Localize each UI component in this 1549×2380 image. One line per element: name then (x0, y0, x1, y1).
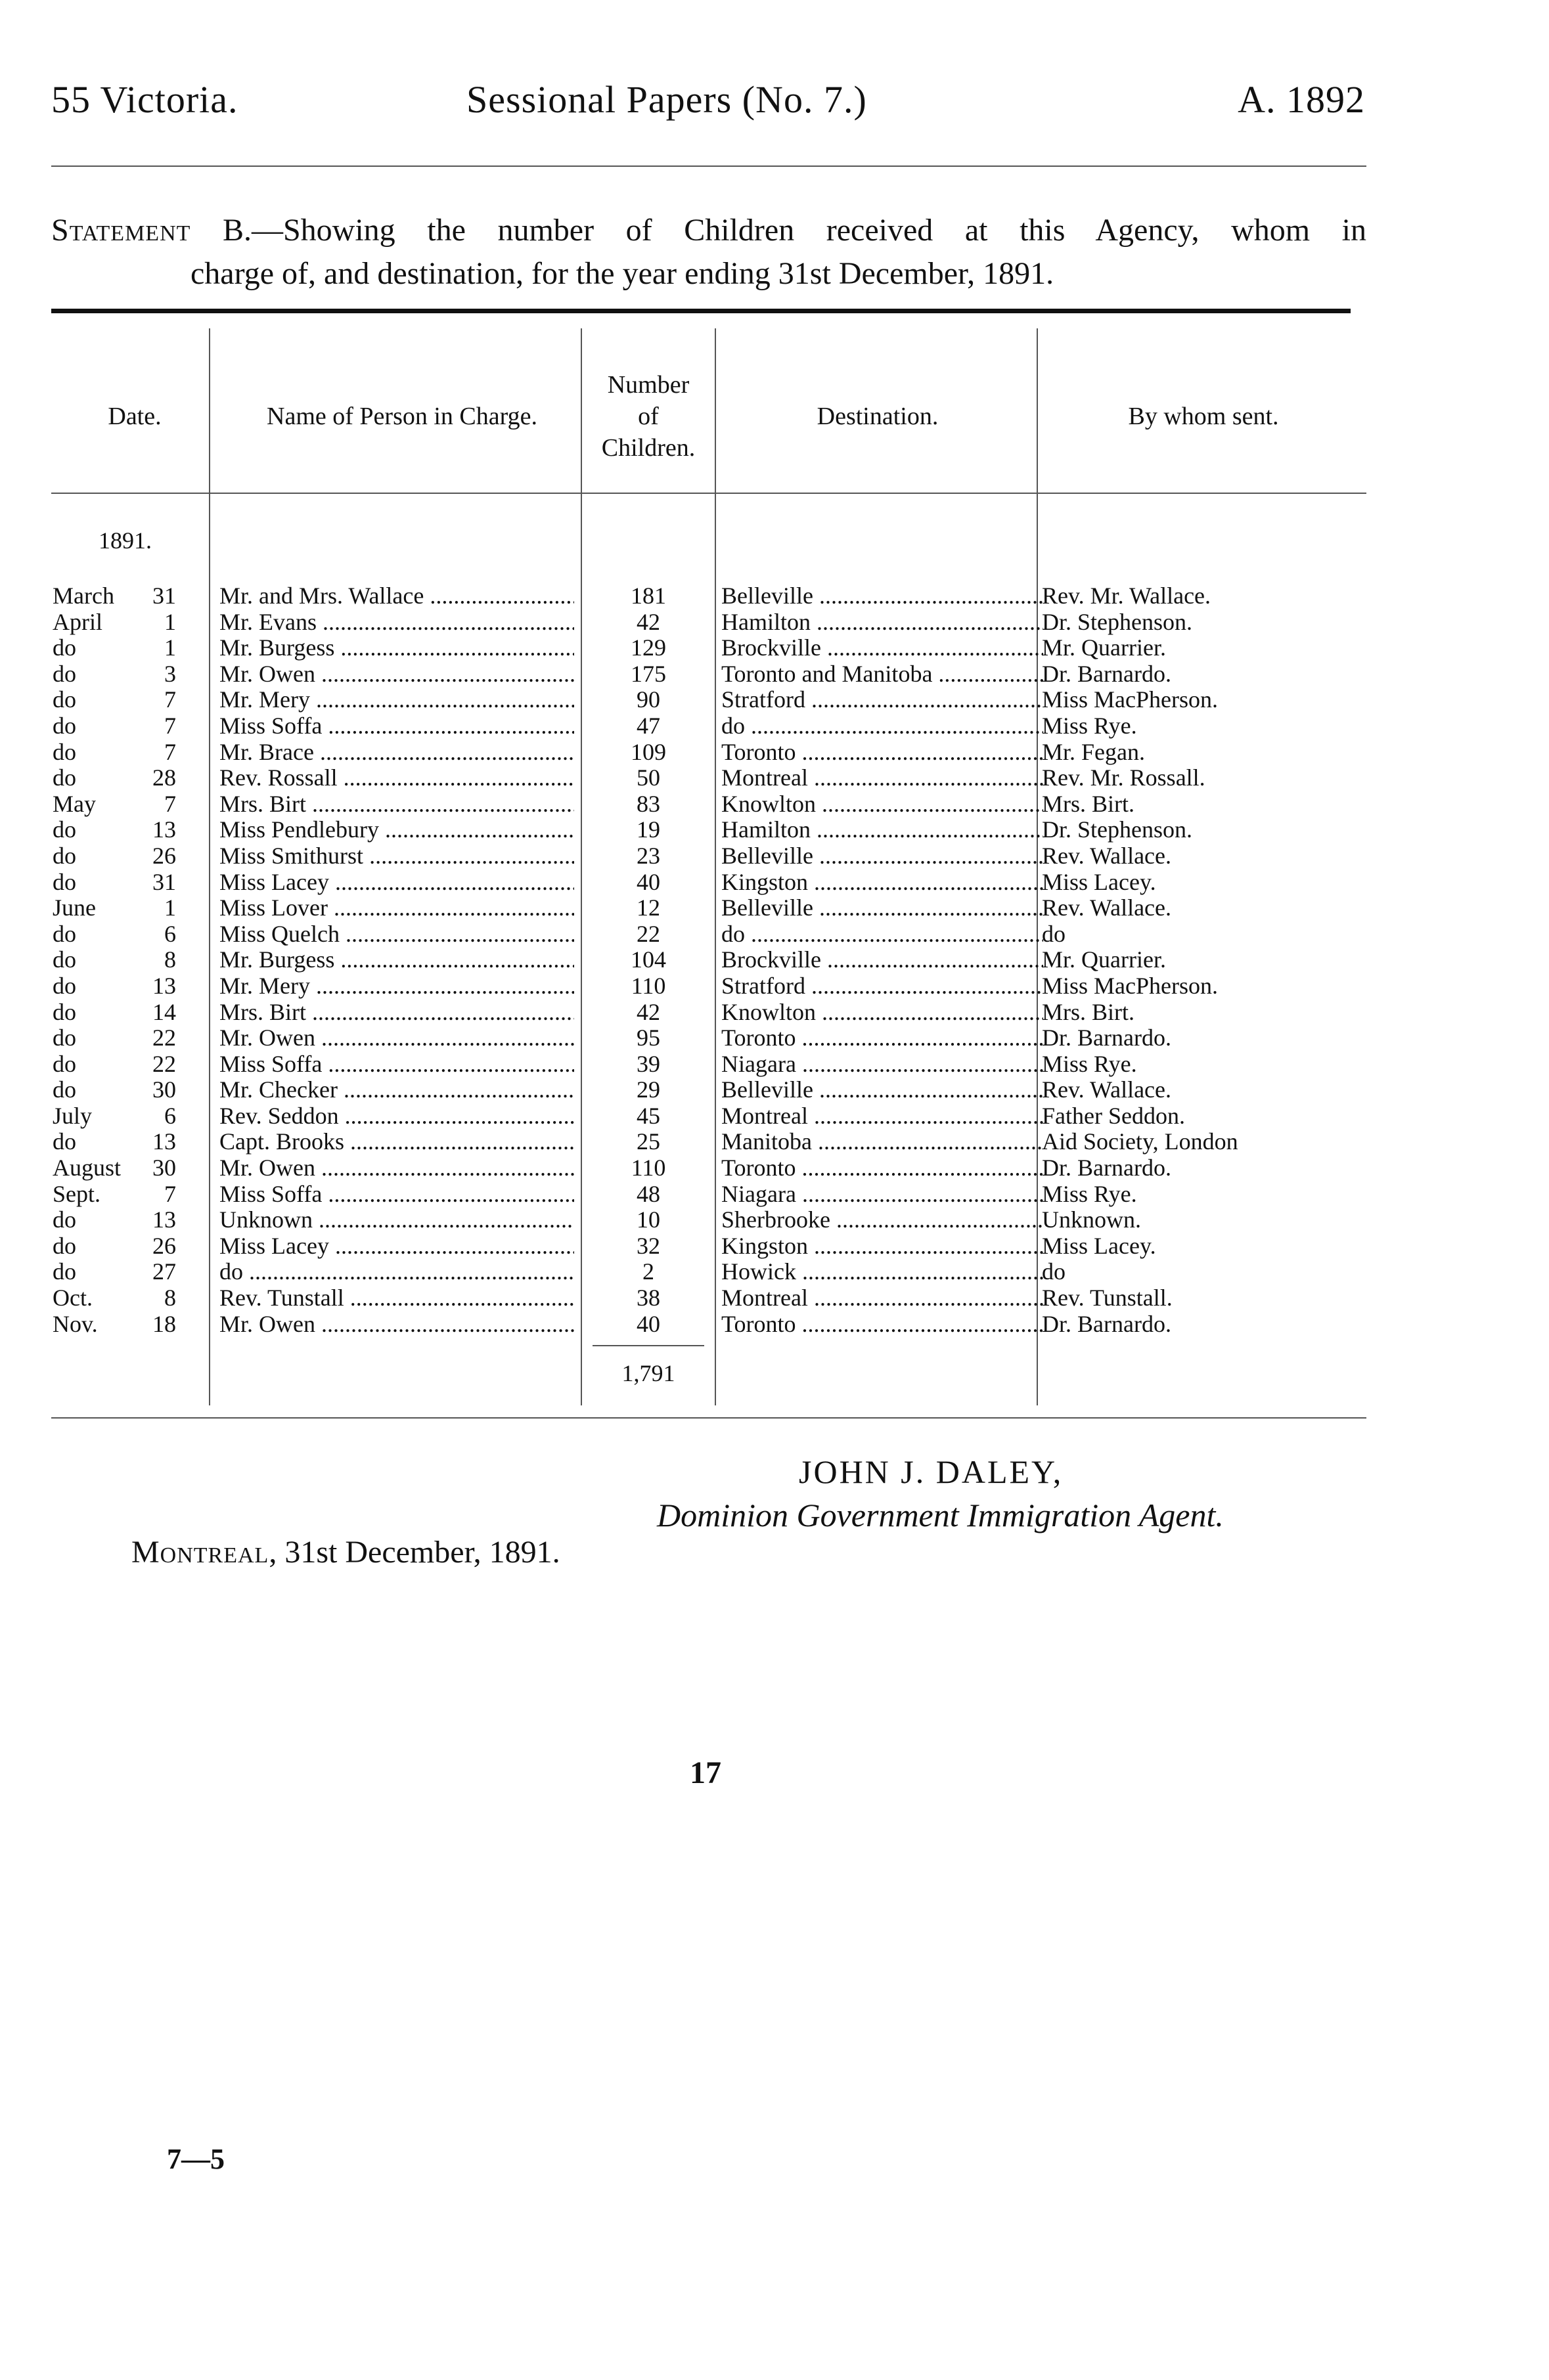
signature-name: JOHN J. DALEY, (799, 1453, 1064, 1490)
table-row (0, 1129, 1549, 1155)
cell-sent-by: Mrs. Birt. (1042, 790, 1135, 817)
cell-day: 7 (164, 712, 176, 739)
cell-number-of-children: 38 (637, 1285, 660, 1311)
cell-destination: Kingston ..... (721, 870, 1043, 896)
cell-month: March (53, 583, 114, 609)
cell-sent-by: Rev. Wallace. (1042, 1076, 1172, 1103)
cell-day: 7 (164, 1180, 176, 1207)
column-header-name: Name of Person in Charge. (267, 403, 537, 430)
table-row (0, 817, 1549, 843)
cell-month: do (53, 738, 76, 765)
cell-number-of-children: 25 (637, 1128, 660, 1155)
cell-month: do (53, 816, 76, 843)
table-row (0, 1233, 1549, 1260)
cell-destination: Niagara ..... (721, 1051, 1043, 1078)
statement-date: , 31st December, 1891. (269, 1535, 560, 1570)
cell-person-in-charge: Unknown ..... (219, 1207, 574, 1233)
cell-destination: Belleville ..... (721, 583, 1043, 609)
cell-month: do (53, 842, 76, 869)
cell-person-in-charge: Mr. Brace ..... (219, 739, 574, 766)
number-header-line-2: of (638, 403, 659, 430)
cell-sent-by: Mr. Quarrier. (1042, 634, 1166, 661)
header-sessional-papers: Sessional Papers (No. 7.) (466, 78, 867, 121)
cell-sent-by: Mrs. Birt. (1042, 998, 1135, 1025)
running-header (51, 77, 1365, 137)
cell-number-of-children: 48 (637, 1180, 660, 1207)
title-line-2: charge of, and destination, for the year ending 31st December, 1891. (191, 256, 1054, 291)
table-row (0, 1181, 1549, 1208)
cell-destination: Sherbrooke ..... (721, 1207, 1043, 1233)
cell-person-in-charge: Mr. Owen ..... (219, 1025, 574, 1051)
table-year: 1891. (99, 527, 152, 554)
cell-sent-by: Rev. Mr. Rossall. (1042, 764, 1205, 791)
cell-day: 31 (152, 868, 176, 895)
column-header-destination: Destination. (817, 403, 939, 430)
cell-month: do (53, 634, 76, 661)
cell-person-in-charge: Miss Soffa ..... (219, 1051, 574, 1078)
cell-sent-by: Rev. Tunstall. (1042, 1285, 1173, 1311)
number-header-line-3: Children. (601, 434, 696, 462)
header-session: 55 Victoria. (51, 78, 238, 121)
cell-day: 6 (164, 920, 176, 947)
cell-person-in-charge: Mr. Burgess ..... (219, 635, 574, 661)
cell-destination: Belleville ..... (721, 895, 1043, 921)
cell-number-of-children: 40 (637, 868, 660, 895)
cell-sent-by: Dr. Barnardo. (1042, 1155, 1171, 1181)
cell-month: July (53, 1102, 93, 1129)
cell-sent-by: Aid Society, London (1042, 1128, 1238, 1155)
cell-destination: Toronto ..... (721, 1155, 1043, 1181)
table-row (0, 870, 1549, 896)
cell-day: 1 (164, 894, 176, 921)
cell-month: do (53, 946, 76, 973)
cell-day: 8 (164, 946, 176, 973)
cell-month: do (53, 998, 76, 1025)
cell-person-in-charge: Miss Lacey ..... (219, 870, 574, 896)
table-body (0, 583, 1549, 1337)
cell-month: do (53, 1050, 76, 1077)
cell-destination: Toronto ..... (721, 1025, 1043, 1051)
cell-destination: Brockville ..... (721, 635, 1043, 661)
cell-day: 14 (152, 998, 176, 1025)
cell-person-in-charge: Mr. Mery ..... (219, 973, 574, 1000)
table-row (0, 791, 1549, 818)
column-header-number (586, 369, 711, 464)
cell-day: 1 (164, 634, 176, 661)
cell-destination: Toronto ..... (721, 739, 1043, 766)
cell-month: do (53, 1025, 76, 1051)
cell-month: do (53, 868, 76, 895)
table-row (0, 947, 1549, 973)
table-top-rule (51, 309, 1351, 313)
cell-number-of-children: 181 (631, 583, 666, 609)
cell-day: 1 (164, 608, 176, 635)
cell-number-of-children: 10 (637, 1206, 660, 1233)
table-row (0, 1155, 1549, 1181)
cell-person-in-charge: Mr. Owen ..... (219, 1311, 574, 1338)
table-row (0, 765, 1549, 791)
cell-destination: Stratford ..... (721, 973, 1043, 1000)
cell-person-in-charge: Mrs. Birt ..... (219, 1000, 574, 1026)
page-number: 17 (690, 1755, 721, 1790)
cell-destination: Hamilton ..... (721, 817, 1043, 843)
table-row (0, 661, 1549, 688)
cell-number-of-children: 19 (637, 816, 660, 843)
cell-sent-by: Rev. Wallace. (1042, 842, 1172, 869)
cell-day: 22 (152, 1050, 176, 1077)
cell-person-in-charge: Miss Pendlebury ..... (219, 817, 574, 843)
cell-destination: Toronto and Manitoba ..... (721, 661, 1043, 688)
table-row (0, 1025, 1549, 1051)
cell-number-of-children: 109 (631, 738, 666, 765)
table-row (0, 583, 1549, 609)
cell-sent-by: Rev. Mr. Wallace. (1042, 583, 1211, 609)
cell-day: 18 (152, 1310, 176, 1337)
cell-sent-by: Mr. Quarrier. (1042, 946, 1166, 973)
cell-month: do (53, 920, 76, 947)
cell-destination: Belleville ..... (721, 843, 1043, 870)
cell-person-in-charge: Miss Soffa ..... (219, 1181, 574, 1208)
cell-destination: Manitoba ..... (721, 1129, 1043, 1155)
cell-day: 7 (164, 686, 176, 713)
cell-day: 13 (152, 972, 176, 999)
cell-month: do (53, 660, 76, 687)
cell-number-of-children: 47 (637, 712, 660, 739)
cell-destination: Niagara ..... (721, 1181, 1043, 1208)
table-row (0, 1285, 1549, 1311)
cell-sent-by: Dr. Barnardo. (1042, 660, 1171, 687)
cell-person-in-charge: Mr. Burgess ..... (219, 947, 574, 973)
cell-sent-by: Dr. Stephenson. (1042, 816, 1192, 843)
cell-destination: Belleville ..... (721, 1077, 1043, 1103)
cell-number-of-children: 50 (637, 764, 660, 791)
cell-person-in-charge: Mr. Owen ..... (219, 661, 574, 688)
cell-sent-by: Rev. Wallace. (1042, 894, 1172, 921)
cell-person-in-charge: Mrs. Birt ..... (219, 791, 574, 818)
cell-sent-by: Miss Lacey. (1042, 868, 1156, 895)
cell-number-of-children: 32 (637, 1232, 660, 1259)
cell-number-of-children: 42 (637, 608, 660, 635)
column-header-date: Date. (108, 403, 162, 430)
cell-destination: Brockville ..... (721, 947, 1043, 973)
cell-month: do (53, 1128, 76, 1155)
table-row (0, 1259, 1549, 1285)
cell-person-in-charge: Mr. and Mrs. Wallace ..... (219, 583, 574, 609)
cell-person-in-charge: Rev. Seddon ..... (219, 1103, 574, 1130)
cell-day: 28 (152, 764, 176, 791)
cell-number-of-children: 110 (631, 972, 666, 999)
cell-day: 31 (152, 583, 176, 609)
cell-day: 30 (152, 1155, 176, 1181)
cell-month: do (53, 1258, 76, 1285)
cell-person-in-charge: Miss Soffa ..... (219, 713, 574, 739)
table-row (0, 1207, 1549, 1233)
cell-month: do (53, 764, 76, 791)
cell-sent-by: Mr. Fegan. (1042, 738, 1145, 765)
cell-number-of-children: 45 (637, 1102, 660, 1129)
table-row (0, 1103, 1549, 1130)
table-row (0, 635, 1549, 661)
cell-sent-by: Miss Rye. (1042, 1050, 1137, 1077)
cell-month: Sept. (53, 1180, 101, 1207)
cell-day: 22 (152, 1025, 176, 1051)
cell-person-in-charge: Mr. Mery ..... (219, 687, 574, 713)
cell-day: 8 (164, 1285, 176, 1311)
cell-number-of-children: 2 (642, 1258, 654, 1285)
cell-destination: Toronto ..... (721, 1311, 1043, 1338)
cell-destination: Hamilton ..... (721, 609, 1043, 636)
total-children: 1,791 (621, 1360, 675, 1386)
place-and-date (131, 1534, 560, 1570)
cell-month: August (53, 1155, 122, 1181)
cell-month: do (53, 1076, 76, 1103)
table-row (0, 973, 1549, 1000)
cell-month: do (53, 1206, 76, 1233)
cell-destination: do ..... (721, 713, 1043, 739)
cell-number-of-children: 104 (631, 946, 666, 973)
cell-destination: Howick ..... (721, 1259, 1043, 1285)
cell-sent-by: Father Seddon. (1042, 1102, 1185, 1129)
cell-person-in-charge: Rev. Rossall ..... (219, 765, 574, 791)
cell-day: 3 (164, 660, 176, 687)
cell-destination: Montreal ..... (721, 1103, 1043, 1130)
cell-number-of-children: 110 (631, 1155, 666, 1181)
cell-number-of-children: 23 (637, 842, 660, 869)
title-text-1: B.—Showing the number of Children received at this Agency, whom in (222, 213, 1367, 248)
cell-number-of-children: 40 (637, 1310, 660, 1337)
cell-person-in-charge: Miss Smithurst ..... (219, 843, 574, 870)
statement-title (51, 209, 1366, 296)
table-row (0, 895, 1549, 921)
cell-month: do (53, 972, 76, 999)
cell-destination: Knowlton ..... (721, 791, 1043, 818)
cell-number-of-children: 90 (637, 686, 660, 713)
cell-number-of-children: 12 (637, 894, 660, 921)
cell-day: 7 (164, 790, 176, 817)
cell-month: do (53, 712, 76, 739)
column-header-by-whom: By whom sent. (1128, 403, 1279, 430)
cell-sent-by: Miss MacPherson. (1042, 972, 1218, 999)
cell-destination: Montreal ..... (721, 765, 1043, 791)
cell-destination: do ..... (721, 921, 1043, 948)
table-row (0, 843, 1549, 870)
cell-month: April (53, 608, 102, 635)
cell-month: do (53, 686, 76, 713)
cell-person-in-charge: Miss Lacey ..... (219, 1233, 574, 1260)
table-row (0, 1051, 1549, 1078)
cell-month: June (53, 894, 96, 921)
table-row (0, 921, 1549, 948)
cell-month: Oct. (53, 1285, 93, 1311)
cell-sent-by: Dr. Barnardo. (1042, 1310, 1171, 1337)
total-rule (593, 1345, 704, 1346)
table-row (0, 609, 1549, 636)
cell-sent-by: Dr. Stephenson. (1042, 608, 1192, 635)
cell-month: do (53, 1232, 76, 1259)
table-row (0, 1000, 1549, 1026)
header-year: A. 1892 (1238, 78, 1365, 121)
title-line-1 (51, 209, 1366, 252)
cell-sent-by: Miss MacPherson. (1042, 686, 1218, 713)
cell-sent-by: Unknown. (1042, 1206, 1141, 1233)
table-row (0, 739, 1549, 766)
cell-month: Nov. (53, 1310, 98, 1337)
cell-person-in-charge: Miss Lover ..... (219, 895, 574, 921)
title-lead: Statement (51, 213, 191, 248)
cell-destination: Stratford ..... (721, 687, 1043, 713)
signature-title: Dominion Government Immigration Agent. (657, 1497, 1224, 1533)
cell-day: 7 (164, 738, 176, 765)
cell-number-of-children: 129 (631, 634, 666, 661)
table-bottom-rule (51, 1417, 1366, 1419)
cell-day: 6 (164, 1102, 176, 1129)
header-bottom-rule (51, 493, 1366, 494)
cell-sent-by: do (1042, 920, 1066, 947)
cell-day: 13 (152, 1206, 176, 1233)
cell-day: 26 (152, 842, 176, 869)
sheet-signature: 7—5 (167, 2143, 225, 2175)
cell-person-in-charge: Rev. Tunstall ..... (219, 1285, 574, 1311)
cell-day: 27 (152, 1258, 176, 1285)
cell-day: 26 (152, 1232, 176, 1259)
cell-number-of-children: 22 (637, 920, 660, 947)
cell-sent-by: Miss Lacey. (1042, 1232, 1156, 1259)
cell-person-in-charge: Mr. Evans ..... (219, 609, 574, 636)
cell-day: 30 (152, 1076, 176, 1103)
cell-day: 13 (152, 1128, 176, 1155)
cell-person-in-charge: Capt. Brooks ..... (219, 1129, 574, 1155)
table-row (0, 713, 1549, 739)
cell-number-of-children: 83 (637, 790, 660, 817)
cell-destination: Montreal ..... (721, 1285, 1043, 1311)
cell-sent-by: do (1042, 1258, 1066, 1285)
cell-person-in-charge: Miss Quelch ..... (219, 921, 574, 948)
table-row (0, 1311, 1549, 1338)
cell-sent-by: Miss Rye. (1042, 712, 1137, 739)
cell-sent-by: Dr. Barnardo. (1042, 1025, 1171, 1051)
cell-number-of-children: 39 (637, 1050, 660, 1077)
cell-destination: Knowlton ..... (721, 1000, 1043, 1026)
cell-day: 13 (152, 816, 176, 843)
cell-person-in-charge: Mr. Owen ..... (219, 1155, 574, 1181)
cell-number-of-children: 175 (631, 660, 666, 687)
cell-destination: Kingston ..... (721, 1233, 1043, 1260)
cell-month: May (53, 790, 96, 817)
cell-number-of-children: 95 (637, 1025, 660, 1051)
cell-number-of-children: 29 (637, 1076, 660, 1103)
cell-person-in-charge: do ..... (219, 1259, 574, 1285)
header-rule (51, 165, 1366, 167)
table-row (0, 1077, 1549, 1103)
table-row (0, 687, 1549, 713)
number-header-line-1: Number (607, 371, 690, 399)
cell-number-of-children: 42 (637, 998, 660, 1025)
place-name: Montreal (131, 1535, 269, 1570)
cell-sent-by: Miss Rye. (1042, 1180, 1137, 1207)
cell-person-in-charge: Mr. Checker ..... (219, 1077, 574, 1103)
